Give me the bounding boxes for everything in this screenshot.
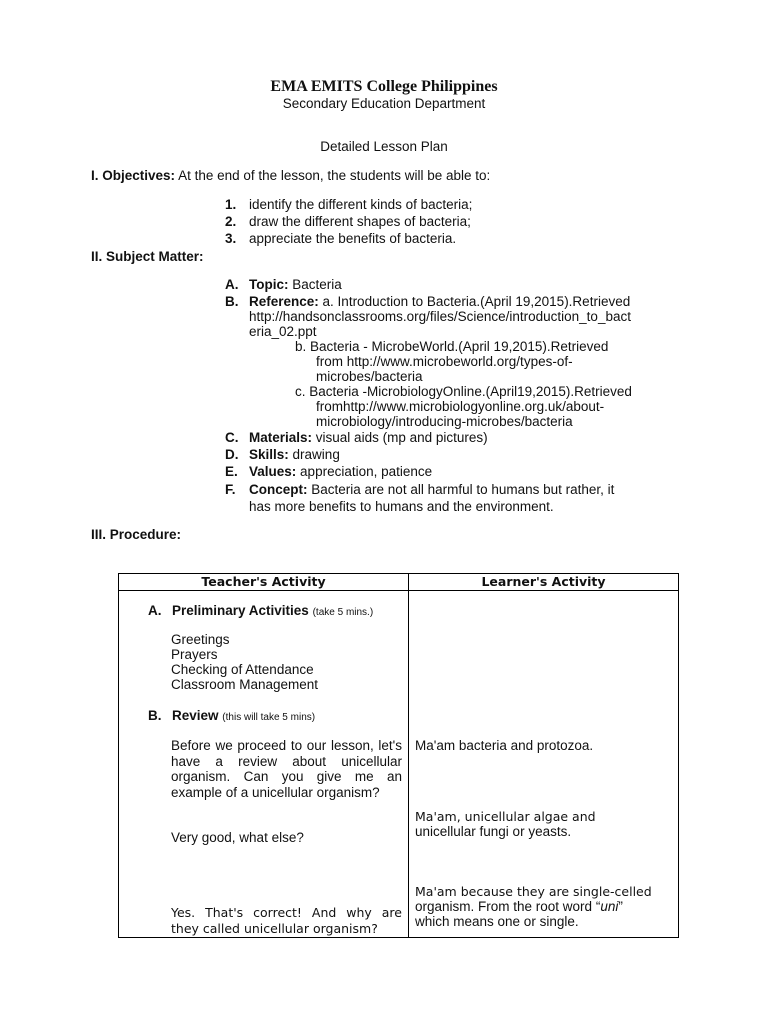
- reference-b-line3: microbes/bacteria: [316, 369, 423, 384]
- learner-answer-2-line2: unicellular fungi or yeasts.: [415, 824, 572, 839]
- procedure-table: [118, 573, 679, 938]
- objectives-heading: I. Objectives:: [91, 168, 176, 183]
- objective-text: appreciate the benefits of bacteria.: [249, 231, 457, 246]
- preliminary-heading: A. Preliminary Activities (take 5 mins.): [148, 603, 374, 618]
- reference-c-line3: microbiology/introducing-microbes/bacteria: [316, 414, 573, 429]
- teacher-question-3: Yes. That's correct! And why are they called unicellular organism?: [171, 905, 402, 936]
- objective-text: identify the different kinds of bacteria;: [249, 197, 473, 212]
- objective-number: 2.: [225, 214, 237, 229]
- objective-text: draw the different shapes of bacteria;: [249, 214, 471, 229]
- learner-answer-1-text: Ma'am bacteria and protozoa.: [415, 738, 594, 753]
- topic-row: A. Topic: Bacteria: [225, 277, 342, 292]
- objective-item: [225, 197, 472, 213]
- prelim-item: Greetings: [171, 632, 230, 647]
- teacher-question-1: Before we proceed to our lesson, let's have a review about unicellular organism. Can you give me an example of a unicellular organism?: [171, 738, 402, 800]
- reference-a-line1: a. Introduction to Bacteria.(April 19,2015).Retrieved: [322, 294, 631, 309]
- learner-answer-3-line2: organism. From the root word “uni”: [415, 899, 623, 914]
- values-row: E. Values: appreciation, patience: [225, 464, 433, 479]
- objective-item: [225, 231, 456, 247]
- reference-c-line1: c. Bacteria -MicrobiologyOnline.(April19,2015).Retrieved: [295, 384, 632, 399]
- plan-title: Detailed Lesson Plan: [320, 139, 448, 154]
- objective-item: [225, 214, 471, 230]
- learner-activity-header: Learner's Activity: [409, 574, 679, 591]
- topic-label: Topic:: [249, 277, 289, 292]
- prelim-item: Prayers: [171, 647, 218, 662]
- prelim-item: Checking of Attendance: [171, 662, 314, 677]
- reference-a-line2: http://handsonclassrooms.org/files/Science/introduction_to_bact: [249, 309, 631, 324]
- objective-number: 1.: [225, 197, 237, 212]
- learner-answer-3-line3: which means one or single.: [415, 914, 579, 929]
- objectives-intro: At the end of the lesson, the students will be able to:: [178, 168, 491, 183]
- concept-line2: has more benefits to humans and the environment.: [249, 499, 554, 514]
- teacher-activity-cell: [119, 591, 409, 938]
- concept-row: F. Concept: Bacteria are not all harmful to humans but rather, it: [225, 482, 615, 497]
- prelim-item: Classroom Management: [171, 677, 319, 692]
- reference-c-line2: fromhttp://www.microbiologyonline.org.uk/about-: [316, 399, 605, 414]
- procedure-heading: III. Procedure:: [91, 527, 182, 542]
- reference-b-line1: b. Bacteria - MicrobeWorld.(April 19,2015).Retrieved: [295, 339, 609, 354]
- skills-row: D. Skills: drawing: [225, 447, 340, 462]
- department-name: Secondary Education Department: [282, 96, 486, 111]
- topic-value: Bacteria: [292, 277, 342, 292]
- teacher-activity-header: Teacher's Activity: [119, 574, 409, 591]
- objective-number: 3.: [225, 231, 237, 246]
- reference-b-line2: from http://www.microbeworld.org/types-of-: [316, 354, 573, 369]
- materials-row: C. Materials: visual aids (mp and pictures): [225, 430, 488, 445]
- teacher-question-2: Very good, what else?: [171, 830, 304, 845]
- learner-answer-2-line1: Ma'am, unicellular algae and: [415, 809, 596, 824]
- objectives-line: [91, 168, 490, 184]
- subject-matter-heading: II. Subject Matter:: [91, 249, 204, 264]
- reference-label: Reference:: [249, 294, 319, 309]
- learner-answer-3-line1: Ma'am because they are single-celled: [415, 884, 652, 899]
- review-heading: B. Review (this will take 5 mins): [148, 708, 316, 723]
- learner-activity-cell: [409, 591, 679, 938]
- school-name: EMA EMITS College Philippines: [270, 78, 498, 95]
- reference-row: B. Reference: a. Introduction to Bacteria.(April 19,2015).Retrieved: [225, 294, 631, 309]
- reference-a-line3: eria_02.ppt: [249, 324, 317, 339]
